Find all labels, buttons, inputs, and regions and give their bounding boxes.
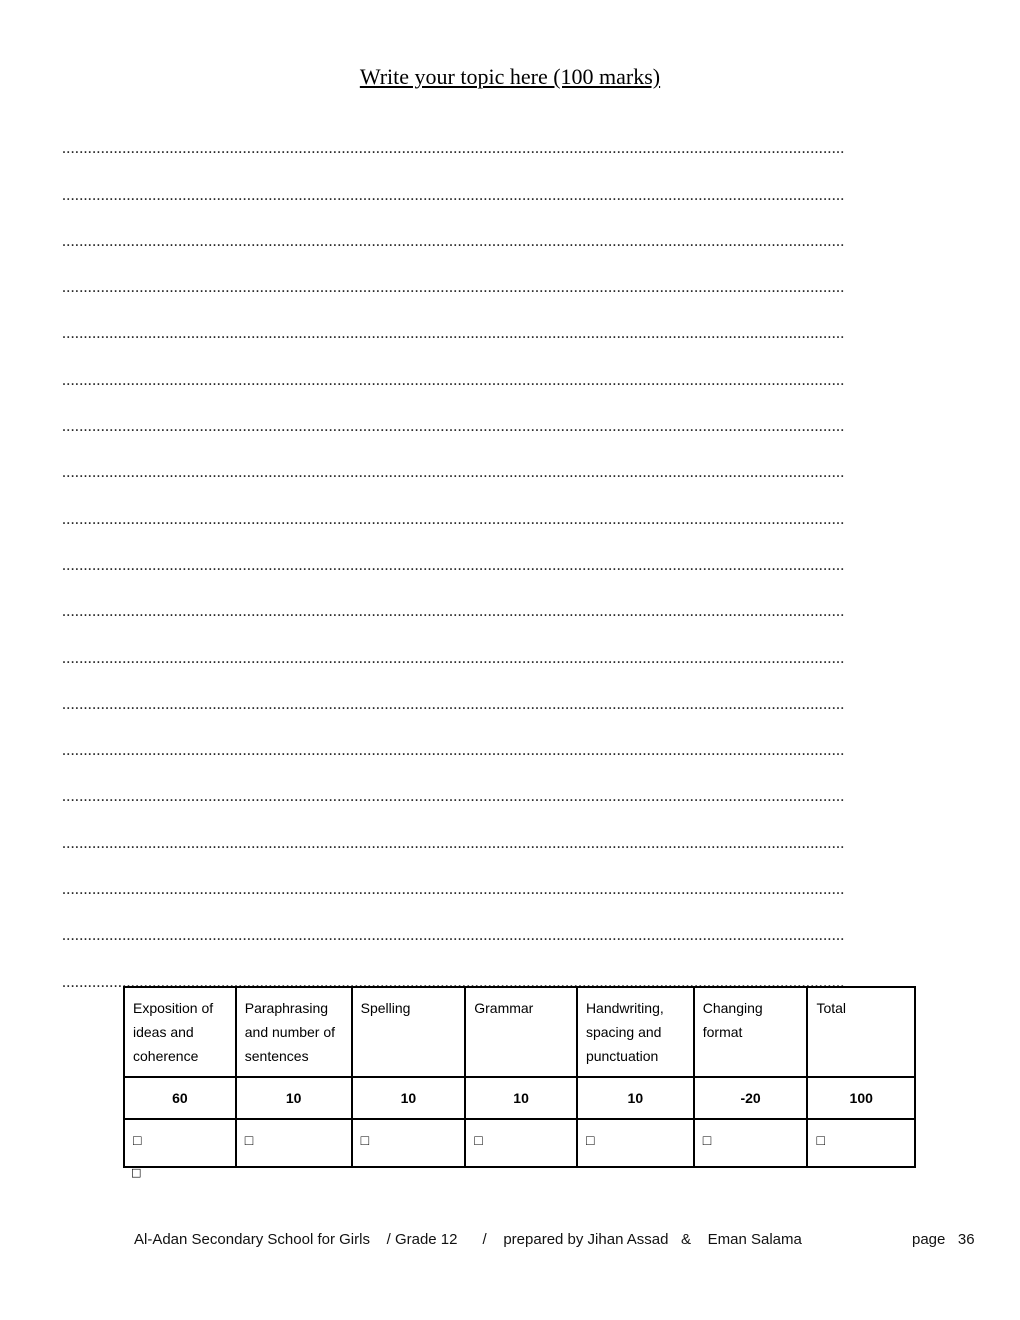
marks-paraphrasing: 10 <box>236 1077 352 1119</box>
writing-line[interactable]: ...................................................................................................................................................................................... <box>62 603 845 621</box>
criterion-paraphrasing: Paraphrasing and number of sentences <box>236 987 352 1077</box>
writing-line[interactable]: ...................................................................................................................................................................................... <box>62 695 845 713</box>
footer-text: Al-Adan Secondary School for Girls / Grade 12 / prepared by Jihan Assad & Eman Salama <box>134 1231 802 1248</box>
writing-line[interactable]: ...................................................................................................................................................................................... <box>62 510 845 528</box>
writing-line[interactable]: ...................................................................................................................................................................................... <box>62 325 845 343</box>
writing-line[interactable]: ...................................................................................................................................................................................... <box>62 649 845 667</box>
score-cell[interactable]: □ <box>352 1119 466 1167</box>
marking-rubric-table <box>123 986 916 1168</box>
criterion-changing-format: Changing format <box>694 987 808 1077</box>
placeholder-glyph: □ <box>131 1166 142 1179</box>
writing-line[interactable]: ...................................................................................................................................................................................... <box>62 418 845 436</box>
writing-line[interactable]: ...................................................................................................................................................................................... <box>62 788 845 806</box>
marks-grammar: 10 <box>465 1077 577 1119</box>
writing-line[interactable]: ...................................................................................................................................................................................... <box>62 140 845 158</box>
score-cell[interactable]: □ <box>577 1119 694 1167</box>
writing-line[interactable]: ...................................................................................................................................................................................... <box>62 742 845 760</box>
score-cell[interactable]: □ <box>465 1119 577 1167</box>
criterion-spelling: Spelling <box>352 987 466 1077</box>
marks-total: 100 <box>807 1077 915 1119</box>
criterion-exposition: Exposition of ideas and coherence <box>124 987 236 1077</box>
marks-exposition: 60 <box>124 1077 236 1119</box>
writing-line[interactable]: ...................................................................................................................................................................................... <box>62 371 845 389</box>
rubric-header-row <box>124 987 915 1077</box>
rubric-marks-row <box>124 1077 915 1119</box>
score-cell[interactable]: □ <box>807 1119 915 1167</box>
page-title: Write your topic here (100 marks) <box>359 64 661 89</box>
writing-line[interactable]: ...................................................................................................................................................................................... <box>62 464 845 482</box>
criterion-grammar: Grammar <box>465 987 577 1077</box>
marks-spelling: 10 <box>352 1077 466 1119</box>
writing-line[interactable]: ...................................................................................................................................................................................... <box>62 881 845 899</box>
marks-handwriting: 10 <box>577 1077 694 1119</box>
marks-changing-format: -20 <box>694 1077 808 1119</box>
criterion-handwriting: Handwriting, spacing and punctuation <box>577 987 694 1077</box>
writing-lines[interactable] <box>62 118 966 998</box>
writing-line[interactable]: ...................................................................................................................................................................................... <box>62 556 845 574</box>
writing-line[interactable]: ...................................................................................................................................................................................... <box>62 279 845 297</box>
writing-line[interactable]: ...................................................................................................................................................................................... <box>62 186 845 204</box>
score-cell[interactable]: □ <box>694 1119 808 1167</box>
writing-line[interactable]: ...................................................................................................................................................................................... <box>62 834 845 852</box>
page-number: page 36 <box>912 1231 975 1248</box>
score-cell[interactable]: □ <box>236 1119 352 1167</box>
score-cell[interactable]: □ <box>124 1119 236 1167</box>
writing-line[interactable]: ...................................................................................................................................................................................... <box>62 927 845 945</box>
writing-line[interactable]: ...................................................................................................................................................................................... <box>62 232 845 250</box>
writing-line[interactable]: ...................................................................................................................................................................................... <box>62 973 845 991</box>
criterion-total: Total <box>807 987 915 1077</box>
rubric-score-row <box>124 1119 915 1167</box>
